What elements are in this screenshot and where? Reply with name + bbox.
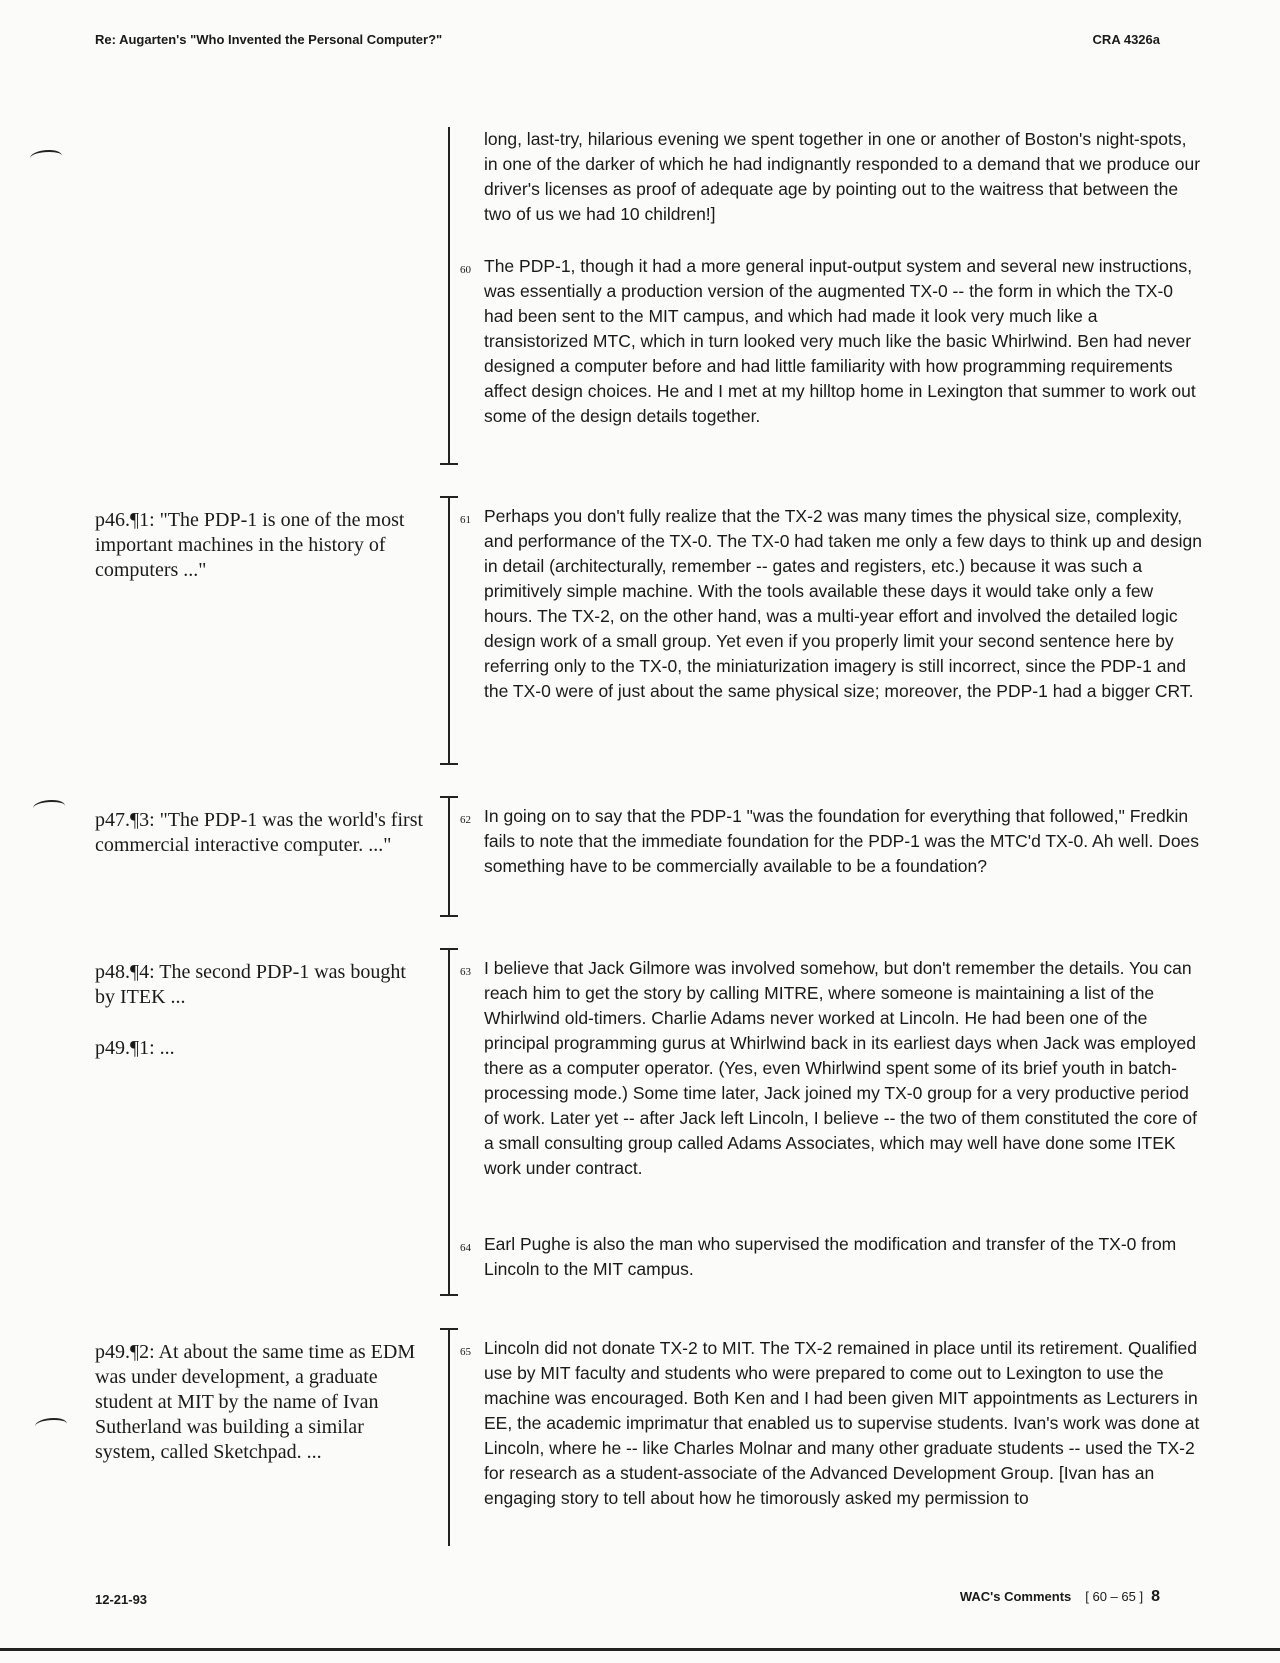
footer-label-group [960,1588,1160,1606]
book-quote-note: p49.¶2: At about the same time as EDM was under development, a graduate student at MIT by the name of Ivan Sutherland was building a similar system, called Sketchpad. ... [95,1341,416,1463]
change-bar-cap [440,915,458,917]
change-bar-cap [440,763,458,765]
comment-paragraph: Earl Pughe is also the man who supervised the modification and transfer of the TX-0 from Lincoln to the MIT campus. [484,1234,1177,1279]
comment-paragraph: long, last-try, hilarious evening we spent together in one or another of Boston's night-spots, in one of the darker of which he had indignantly responded to a demand that we produce our driver's licenses as proof of adequate age by pointing out to the waitress that between the two of us we had 10 children!] [484,129,1201,224]
paragraph-number: 63 [460,966,471,978]
footer-range: [ 60 – 65 ] [1085,1589,1144,1604]
comment-paragraph: The PDP-1, though it had a more general input-output system and several new instructions, was essentially a production version of the augmented TX-0 -- the form in which the TX-0 had been sent to the MIT campus, and which had made it look very much like a transistorized MTC, which in turn looked very much like the basic Whirlwind. Ben had never designed a computer before and had little familiarity with how programming requirements affect design choices. He and I met at my hilltop home in Lexington that summer to work out some of the design details together. [484,256,1196,426]
footer-date: 12-21-93 [95,1592,148,1607]
change-bar-cap [440,463,458,465]
paragraph-number: 61 [460,514,471,526]
book-quote-note: p47.¶3: "The PDP-1 was the world's first commercial interactive computer. ..." [95,809,424,856]
change-bar-cap [440,1294,458,1296]
bottom-rule [0,1648,1280,1651]
paragraph-number: 60 [460,264,471,276]
margin-mark [30,150,62,164]
comment-paragraph: I believe that Jack Gilmore was involved somehow, but don't remember the details. You can reach him to get the story by calling MITRE, where someone is maintaining a list of the Whirlwind old-timers. Charlie Adams never worked at Lincoln. He had been one of the principal programming gurus at Whirlwind back in its earliest days when Jack was employed there as a computer operator. (Yes, even Whirlwind spent some of its brief youth in batch-processing mode.) Some time later, Jack joined my TX-0 group for a very productive period of work. Later yet -- after Jack left Lincoln, I believe -- the two of them constituted the core of a small consulting group called Adams Associates, which may well have done some ITEK work under contract. [484,958,1197,1178]
book-quote-note: p48.¶4: The second PDP-1 was bought by ITEK ... [95,961,406,1008]
change-bar [448,948,450,1295]
margin-mark [33,800,65,814]
header-title: Re: Augarten's "Who Invented the Personal Computer?" [95,32,443,47]
comment-paragraph: Perhaps you don't fully realize that the TX-2 was many times the physical size, complexity, and performance of the TX-0. The TX-0 had taken me only a few days to think up and design in detail (architecturally, remember -- gates and registers, etc.) because it was such a primitively simple machine. With the tools available these days it would take only a few hours. The TX-2, on the other hand, was a multi-year effort and involved the detailed logic design work of a small group. Yet even if you properly limit your second sentence here by referring only to the TX-0, the miniaturization imagery is still incorrect, since the PDP-1 and the TX-0 were of just about the same physical size; moreover, the PDP-1 had a bigger CRT. [484,506,1202,701]
book-quote-note: p46.¶1: "The PDP-1 is one of the most important machines in the history of computers ..." [95,509,405,581]
footer-label: WAC's Comments [959,1589,1072,1604]
book-quote-note: p49.¶1: ... [95,1037,175,1059]
paragraph-number: 62 [460,814,471,826]
margin-mark [35,1418,67,1432]
change-bar [448,496,450,764]
comment-paragraph: In going on to say that the PDP-1 "was the foundation for everything that followed," Fredkin fails to note that the immediate foundation for the PDP-1 was the MTC'd TX-0. Ah well. Does something have to be commercially available to be a foundation? [484,806,1200,876]
change-bar [448,127,450,464]
paragraph-number: 64 [460,1242,471,1254]
page-number: 8 [1151,1588,1160,1605]
document-id: CRA 4326a [1092,32,1160,47]
comment-paragraph: Lincoln did not donate TX-2 to MIT. The TX-2 remained in place until its retirement. Qualified use by MIT faculty and students who were prepared to come out to Lexington to use the machine was encouraged. Both Ken and I had been given MIT appointments as Lecturers in EE, the academic imprimatur that enabled us to supervise students. Ivan's work was done at Lincoln, where he -- like Charles Molnar and many other graduate students -- used the TX-2 for research as a student-associate of the Advanced Development Group. [Ivan has an engaging story to tell about how he timorously asked my permission to [484,1338,1200,1508]
paragraph-number: 65 [460,1346,471,1358]
change-bar [448,1328,450,1546]
change-bar [448,796,450,916]
